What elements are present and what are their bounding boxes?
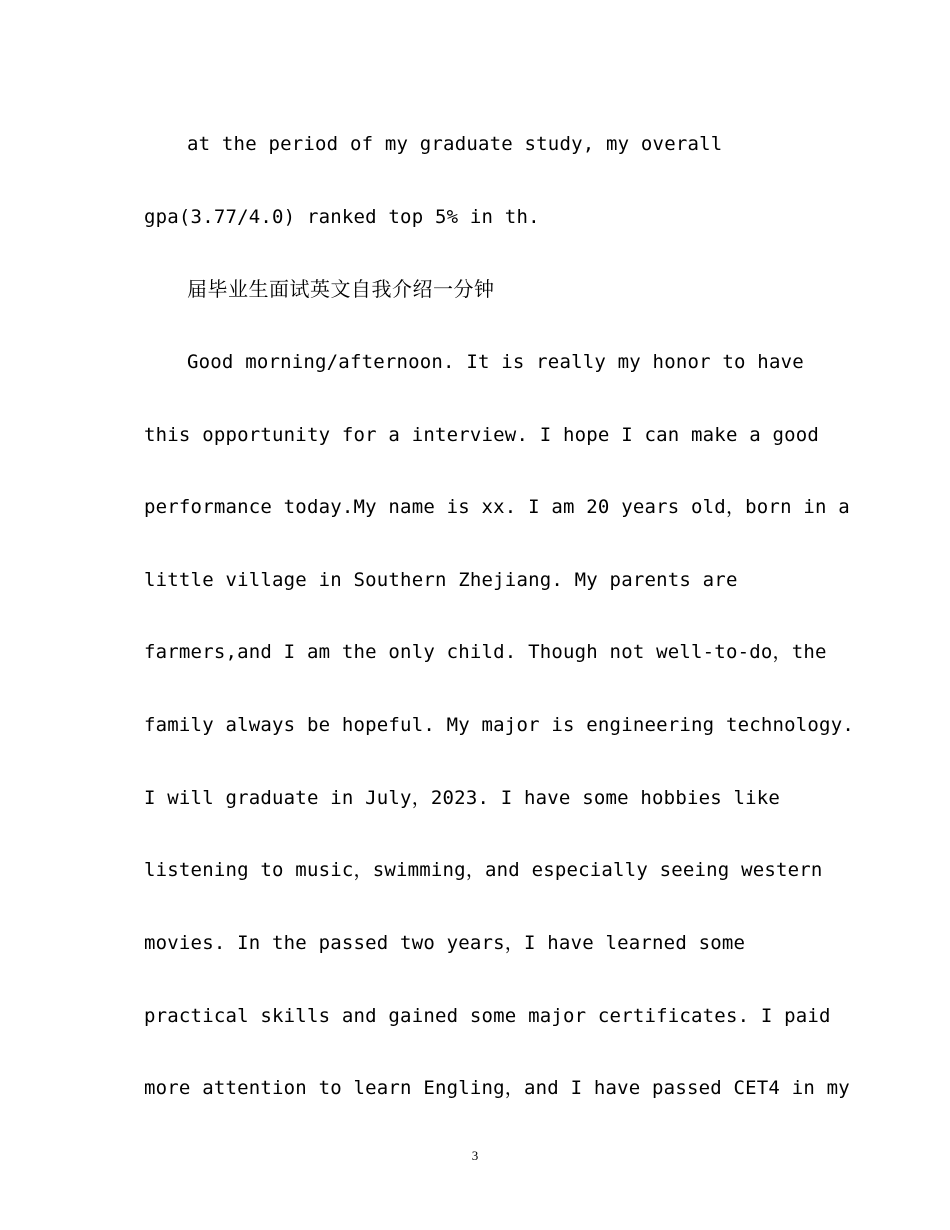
paragraph-line: family always be hopeful. My major is engineering technology. [144, 714, 854, 736]
paragraph-line: listening to music，swimming，and especially seeing western [144, 859, 823, 881]
paragraph-line: this opportunity for a interview. I hope I can make a good [144, 424, 820, 446]
paragraph-line: gpa(3.77/4.0) ranked top 5% in th. [144, 206, 540, 228]
paragraph-line: practical skills and gained some major certificates. I paid [144, 1005, 831, 1027]
paragraph-line: at the period of my graduate study, my overall [187, 133, 723, 155]
paragraph-line: Good morning/afternoon. It is really my honor to have [187, 351, 804, 373]
page-number: 3 [471, 1148, 479, 1163]
paragraph-line: performance today.My name is xx. I am 20 years old，born in a [144, 496, 850, 518]
paragraph-line: little village in Southern Zhejiang. My parents are [144, 569, 738, 591]
paragraph-line: movies. In the passed two years，I have learned some [144, 932, 746, 954]
paragraph-line: more attention to learn Engling，and I have passed CET4 in my [144, 1077, 850, 1099]
paragraph-line: farmers,and I am the only child. Though not well-to-do，the [144, 641, 827, 663]
section-heading: 届毕业生面试英文自我介绍一分钟 [187, 277, 495, 301]
paragraph-line: I will graduate in July，2023. I have some hobbies like [144, 787, 781, 809]
